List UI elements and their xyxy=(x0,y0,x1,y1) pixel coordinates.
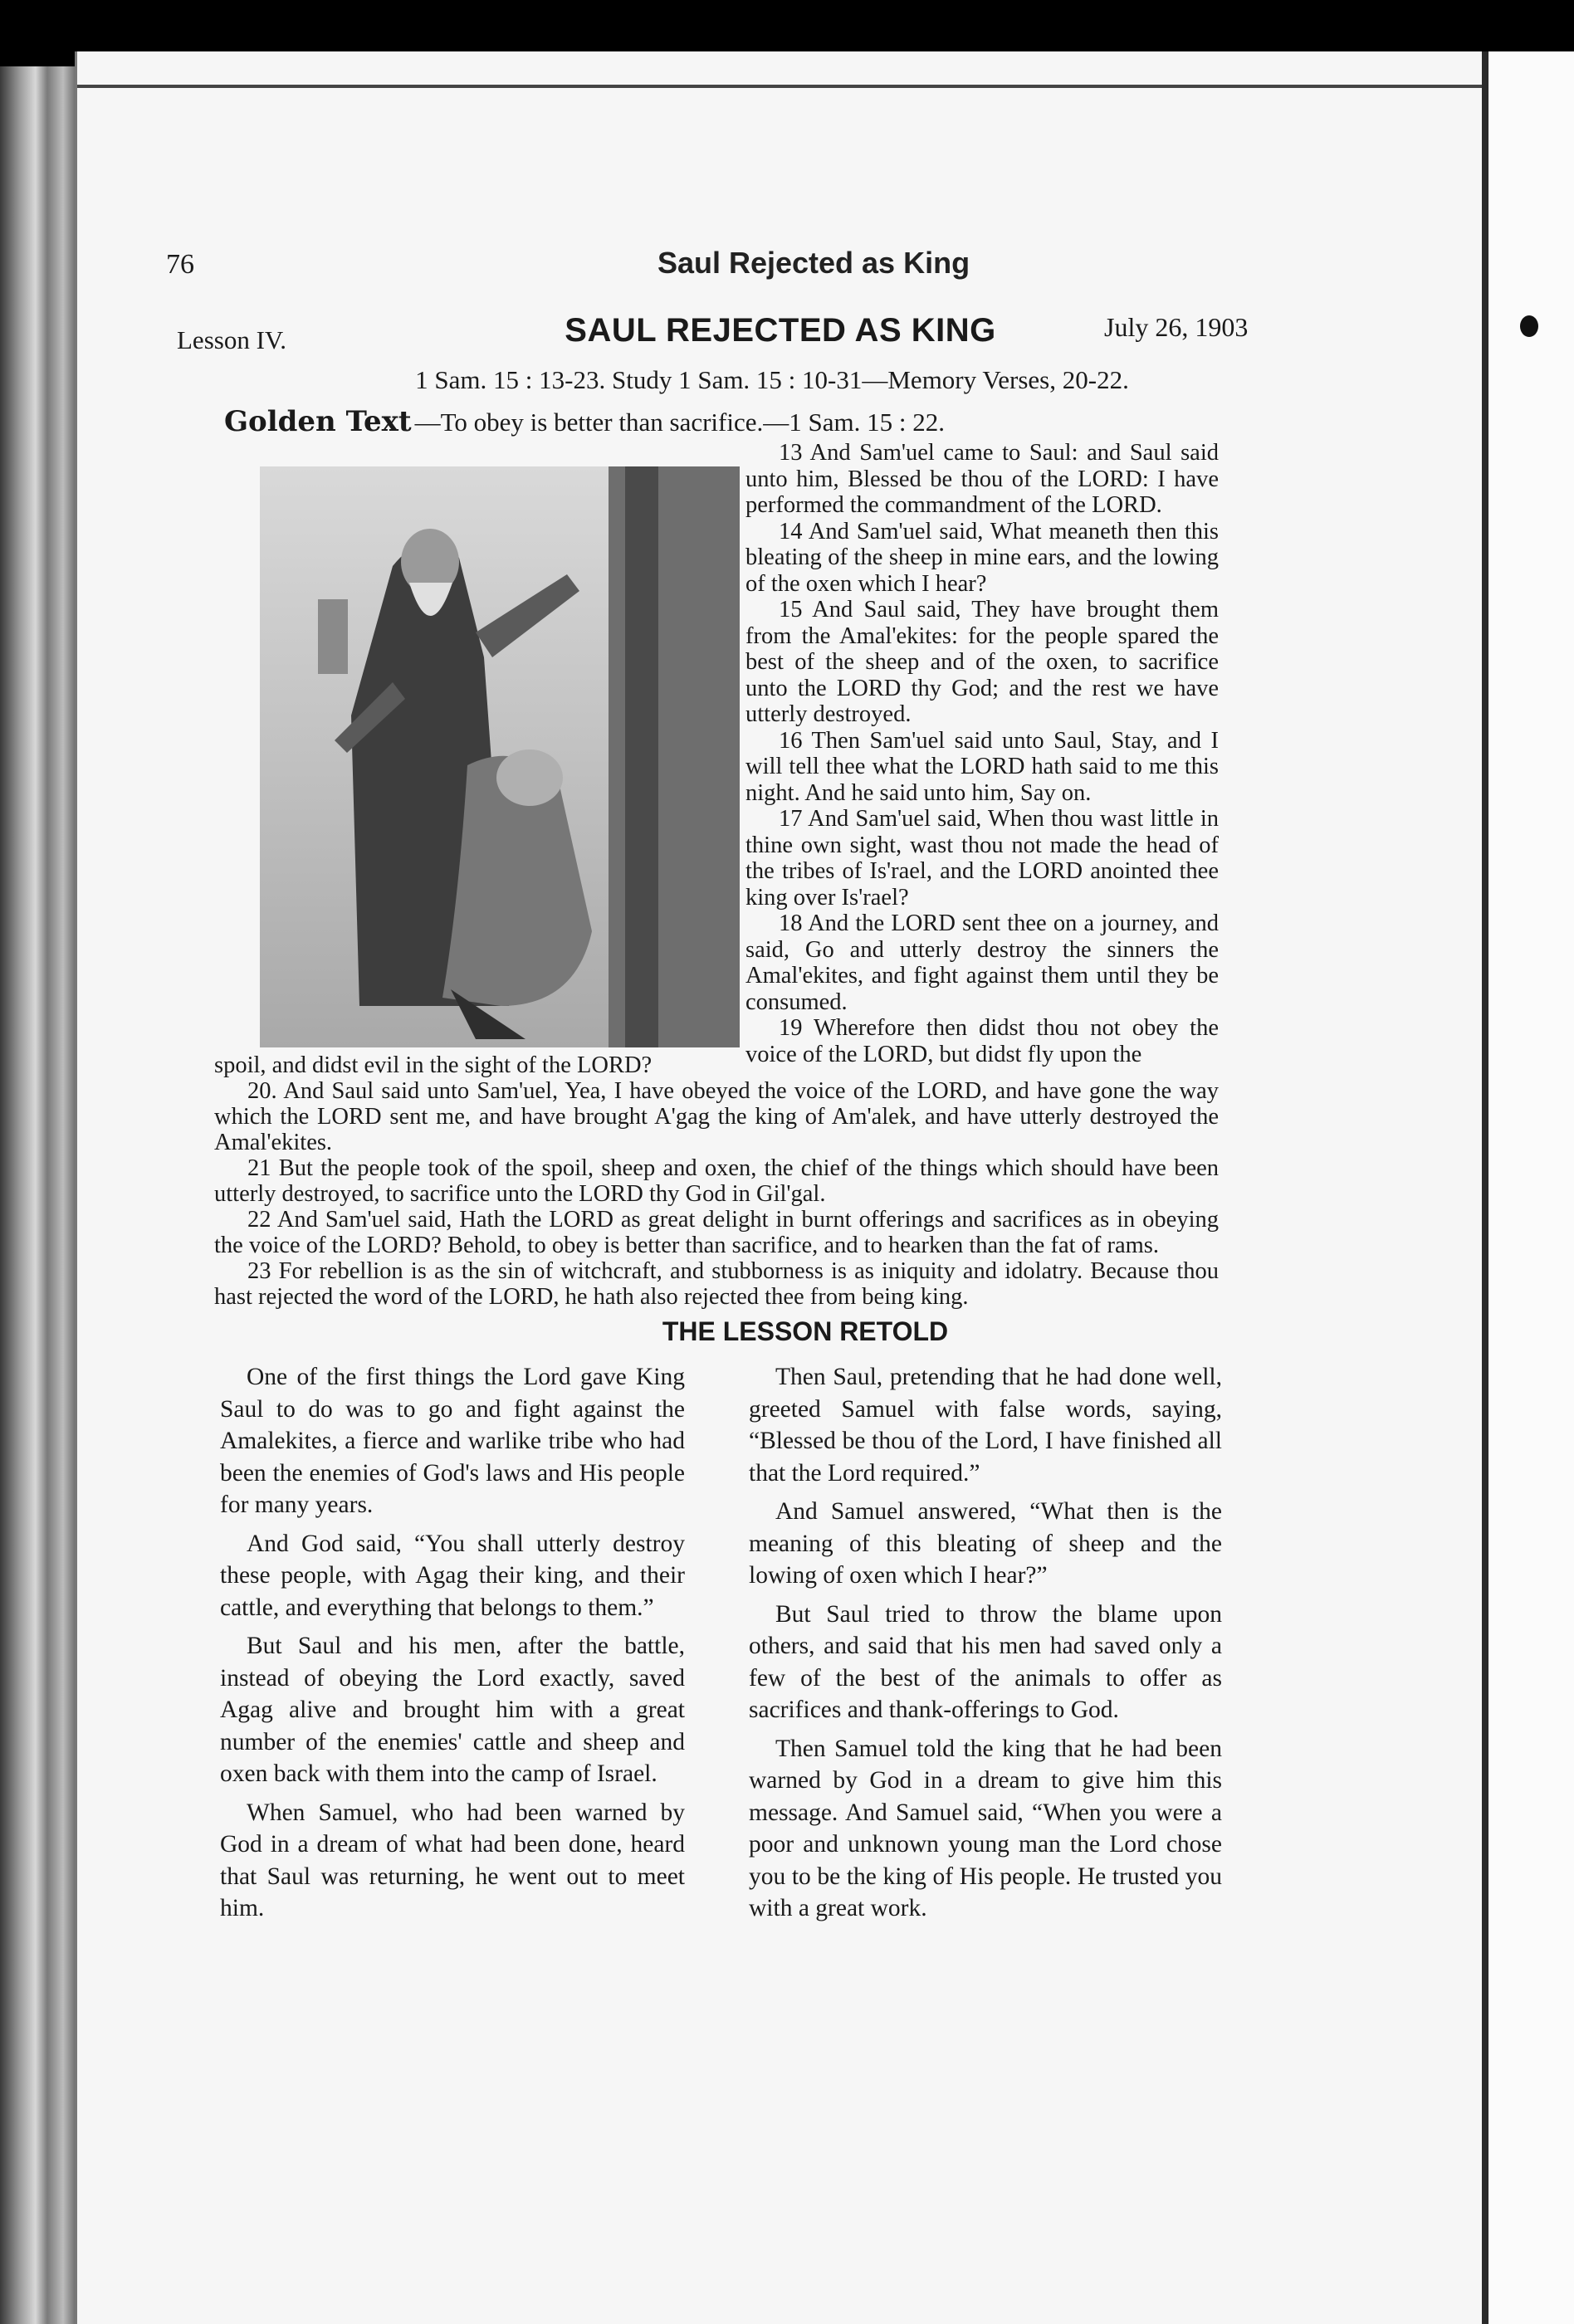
golden-text-body: —To obey is better than sacrifice.—1 Sam. 15 : 22. xyxy=(414,408,945,437)
verse-17: 17 And Sam'uel said, When thou wast little in thine own sight, wast thou not made the head of the tribes of Is'rael, and the LORD anointed thee king over Is'rael? xyxy=(745,806,1219,911)
illustration-samuel-and-saul xyxy=(260,466,740,1047)
scripture-reference: 1 Sam. 15 : 13-23. Study 1 Sam. 15 : 10-31—Memory Verses, 20-22. xyxy=(415,365,1129,394)
verse-18: 18 And the LORD sent thee on a journey, and said, Go and utterly destroy the sinners the Amal'ekites, and fight against them until they be consumed. xyxy=(745,911,1219,1015)
retold-paragraph: One of the first things the Lord gave King Saul to do was to go and fight against the Amalekites, a fierce and warlike tribe who had been the enemies of God's laws and His people for many years. xyxy=(220,1364,685,1518)
page-fold-line xyxy=(1482,51,1488,2324)
verse-22: 22 And Sam'uel said, Hath the LORD as great delight in burnt offerings and sacrifices as in obeying the voice of the LORD? Behold, to obey is better than sacrifice, and to hearken than the fat of rams. xyxy=(214,1207,1219,1258)
golden-text xyxy=(224,405,945,438)
lesson-title: SAUL REJECTED AS KING xyxy=(565,312,996,349)
retold-paragraph: But Saul and his men, after the battle, instead of obeying the Lord exactly, saved Agag alive and brought him with a great number of the enemies' cattle and sheep and oxen back with them into the camp of Israel. xyxy=(220,1633,685,1787)
verse-19-continued: spoil, and didst evil in the sight of the LORD? xyxy=(214,1052,653,1078)
lesson-label: Lesson IV. xyxy=(177,325,287,354)
retold-paragraph: And Samuel answered, “What then is the meaning of this bleating of sheep and the lowing of oxen which I hear?” xyxy=(749,1498,1222,1589)
margin-mark xyxy=(1520,315,1538,337)
lesson-retold-heading: THE LESSON RETOLD xyxy=(662,1316,949,1346)
verse-15: 15 And Saul said, They have brought them from the Amal'ekites: for the people spared the best of the sheep and of the oxen, to sacrifice unto the LORD thy God; and the rest we have utterly destroyed. xyxy=(745,597,1219,727)
retold-paragraph: When Samuel, who had been warned by God in a dream of what had been done, heard that Saul was returning, he went out to meet him. xyxy=(220,1799,685,1921)
scripture-verses-full-width xyxy=(214,1052,1219,1310)
engraving-image xyxy=(260,466,740,1047)
verse-19: 19 Wherefore then didst thou not obey the voice of the LORD, but didst fly upon the xyxy=(745,1015,1219,1067)
adjacent-page-edge xyxy=(1488,51,1574,2324)
verse-16: 16 Then Sam'uel said unto Saul, Stay, and I will tell thee what the LORD hath said to me this night. And he said unto him, Say on. xyxy=(745,727,1219,806)
golden-text-label: Golden Text xyxy=(224,405,412,438)
verse-23: 23 For rebellion is as the sin of witchcraft, and stubborness is as iniquity and idolatry. Because thou hast rejected the word of the LORD, he hath also rejected thee from being king. xyxy=(214,1258,1219,1310)
retold-paragraph: Then Saul, pretending that he had done well, greeted Samuel with false words, saying, “Blessed be thou of the Lord, I have finished all that the Lord required.” xyxy=(749,1364,1222,1487)
verse-13: 13 And Sam'uel came to Saul: and Saul said unto him, Blessed be thou of the LORD: I have performed the commandment of the LORD. xyxy=(745,440,1219,518)
retold-paragraph: And God said, “You shall utterly destroy these people, with Agag their king, and their cattle, and everything that belongs to them.” xyxy=(220,1530,685,1621)
lesson-date: July 26, 1903 xyxy=(1104,312,1249,342)
running-title: Saul Rejected as King xyxy=(657,246,970,280)
page-top-rule xyxy=(77,85,1488,88)
verse-20: 20. And Saul said unto Sam'uel, Yea, I have obeyed the voice of the LORD, and have gone the way which the LORD sent me, and have brought A'gag the king of Am'alek, and have utterly destroyed the Amal'ekites. xyxy=(214,1078,1219,1155)
page-number: 76 xyxy=(166,249,194,280)
retold-left-column xyxy=(220,1361,685,1931)
retold-right-column xyxy=(749,1361,1222,1931)
verse-21: 21 But the people took of the spoil, sheep and oxen, the chief of the things which should have been utterly destroyed, to sacrifice unto the LORD thy God in Gil'gal. xyxy=(214,1155,1219,1207)
retold-paragraph: But Saul tried to throw the blame upon others, and said that his men had saved only a few of the best of the animals to offer as sacrifices and thank-offerings to God. xyxy=(749,1600,1222,1723)
scripture-verses-right xyxy=(745,440,1219,1067)
book-spine-edge xyxy=(0,66,79,2324)
retold-paragraph: Then Samuel told the king that he had been warned by God in a dream to give him this message. And Samuel said, “When you were a poor and unknown young man the Lord chose you to be the king of His people. He trusted you with a great work. xyxy=(749,1735,1222,1921)
verse-14: 14 And Sam'uel said, What meaneth then this bleating of the sheep in mine ears, and the lowing of the oxen which I hear? xyxy=(745,518,1219,597)
